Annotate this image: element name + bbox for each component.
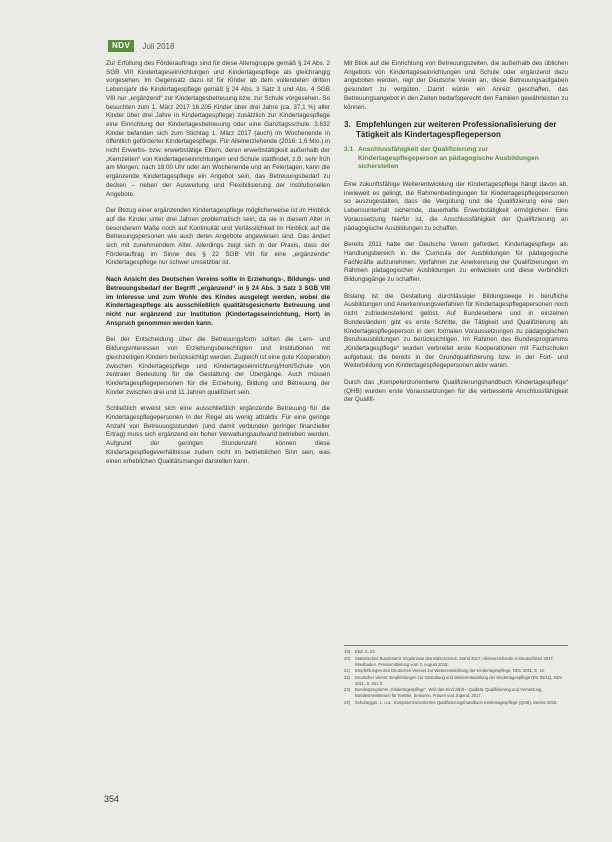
section-title: Empfehlungen zur weiteren Professionalisierung der Tätigkeit als Kindertagespflegeperson xyxy=(356,120,557,140)
paragraph: Bislang ist die Gestaltung durchlässiger Bildungswege in berufliche Ausbildungen und Anerkennungsverfahren für Kindertagespflegepersonen noch nicht zufriedenstellend gelöst. Auf Bundesebene und in einzelnen Bundesländern gibt es erste Schritte, die Tätigkeit und Qualifizierung als Kindertagespflegeperson in den formalen Voraussetzungen zu pädagogischen Berufsausbildungen zu berücksichtigen. Im Rahmen des Bundesprogramms „Kindertagespflege“ wurden verbreitet erste Kooperationen mit Fachschulen aufgebaut, die bereits in der Grundqualifizierung bzw. in der Fort- und Weiterbildung von Kindertagespflegepersonen aktiv waren. xyxy=(344,292,568,370)
footnote-number: 22) xyxy=(344,674,351,680)
section-number: 3. xyxy=(344,120,351,130)
footnote-number: 21) xyxy=(344,668,351,673)
footnote-text: Schuhegger, L. u.a.: Kompetenzorientiertes Qualifizierungshandbuch Kindertagespflege (QHB), Seelze 2015. xyxy=(355,699,558,705)
footnote xyxy=(344,656,568,668)
footnotes xyxy=(344,645,568,706)
subsection-title: Anschlussfähigkeit der Qualifizierung zur Kindertagespflegeperson an pädagogische Ausbildungen sicherstellen xyxy=(358,146,539,171)
subsection-number: 3.1 xyxy=(344,146,354,154)
footnote-text: Deutscher Verein: Empfehlungen zur Gestaltung und Weiterentwicklung der Kindertagespflege (DV 05/11), NDV 2011, S. 341 ff. xyxy=(355,674,563,686)
paragraph: Zur Erfüllung des Förderauftrags sind für diese Altersgruppe gemäß § 24 Abs. 2 SGB VIII Kindertageseinrichtungen und Kindertagespflege als gleichrangig vorgesehen. Im Gegensatz dazu ist für Kinder ab dem vollendeten dritten Lebensjahr die Kindertagespflege gemäß § 24 Abs. 3 Satz 3 und Abs. 4 SGB VIII nur „ergänzend“ zur Kindertagesbetreuung bzw. zur Schule vorgesehen. So besuchten zum 1. März 2017 16.205 Kinder über drei Jahre (ca. 37,1 %) aller Kinder über drei Jahre in Kindertagespflege) zusätzlich zur Kindertagespflege eine Einrichtung der Kindertagesbetreuung oder eine Ganztagsschule. 3.632 Kinder befanden sich zum Stichtag 1. März 2017 (auch) im Wochenende in öffentlich geförderter Kindertagespflege. Für Alleinerziehende (2016: 1,6 Mio.) in nicht Erwerbs- bzw. erwerbstätige Eltern, deren erwerbstätigkeit außerhalb der „Kernzeiten“ von Kindertageseinrichtungen und Schule stattfindet, z.B. sehr früh am Morgen, nach 18:00 Uhr oder am Wochenende und an Feiertagen, kann die ergänzende Kindertagespflege ein Angebot sein, das Betreuungsbedarf zu decken – neben der Ausweitung und Flexibilisierung der institutionellen Angebote. xyxy=(106,60,330,198)
footnote-number: 20) xyxy=(344,655,351,661)
subsection-heading xyxy=(344,146,568,172)
footnote xyxy=(344,687,568,699)
paragraph: Mit Blick auf die Einrichtung von Betreuungszeiten, die außerhalb des üblichen Angebots von Kindertageseinrichtungen und Schule oder ergänzend dazu angeboten werden, regt der Deutsche Verein an, diese Betreuungsaufgaben gesondert zu vergüten. Damit würde ein Anreiz geschaffen, das Betreuungsangebot in den Zeiten bedarfsgerecht den Familien gewährleisten zu können. xyxy=(344,60,568,111)
page-number: 354 xyxy=(104,794,120,804)
left-column xyxy=(106,60,330,474)
footnote-text: Ebd. S. 23. xyxy=(355,649,376,654)
footnote xyxy=(344,700,568,706)
paragraph: Der Bezug einer ergänzenden Kindertagespflege möglicherweise ist im Hinblick auf die Kinder unter drei Jahren problematisch sein, da sie in diesem Alter in besonderem Maße noch auf Kontinuität und Verlässlichkeit im Hinblick auf die Betreuungspersonen wie auch deren Angebote angewiesen sind. Das ändert sich mit zunehmendem Alter. Allerdings zeigt sich in der Praxis, dass der Förderauftrag im Sinne des § 22 SGB VIII für eine „ergänzende“ Kindertagespflege nur schwer umsetzbar ist. xyxy=(106,207,330,267)
footnote-text: Bundesprogramm „Kindertagespflege“, Weil das Kind zählt – Qualität, Qualifizierung und Vernetzung, Bundesministerium für Familie, Senioren, Frauen und Jugend, 2017. xyxy=(355,687,543,698)
paragraph: Bei der Entscheidung über die Betreuungsform sollten die Lern- und Bildungsinteressen von Erziehungsberechtigten und Institutionen mit gleichzeitigen Kindern berücksichtigt werden. Zugleich ist eine gute Kooperation zwischen Kindertagespflege und Kindertageseinrichtung/Hort/Schule von zentraler Bedeutung für die Gestaltung der Übergänge. Auch müssen Kindertagespflegepersonen für die Erziehung, Bildung und Betreuung der Kinder zwischen drei und 11 Jahren qualifiziert sein. xyxy=(106,336,330,396)
footnote xyxy=(344,675,568,687)
paragraph: Bereits 2011 hatte der Deutsche Verein gefordert, Kindertagespflege als Handlungsbereich in die Curricula der Ausbildungen für pädagogische Fachkräfte aufzunehmen. Verfahren zur Anerkennung der Qualifizierungen im Rahmen pädagogischer Ausbildungen zu entwickeln und diese verbindlich Bildungsgänge zu schaffen. xyxy=(344,241,568,284)
journal-badge: NDV xyxy=(108,40,134,52)
paragraph: Durch das „Kompetenzorientierte Qualifizierungshandbuch Kindertagespflege“ (QHB) wurden erste Voraussetzungen für die verbesserte Anschlussfähigkeit der Qualifi- xyxy=(344,379,568,404)
footnote-text: Empfehlungen des Deutschen Vereins zur Weiterentwicklung der Kindertagespflege, NDV 2011, S. 14. xyxy=(355,668,546,673)
issue-date: Juli 2018 xyxy=(142,41,175,51)
page-header xyxy=(108,40,174,52)
footnote-text: Statistisches Bundesamt: Ergebnisse des Mikrozensus, Stand 2017; Alleinerziehende in Deutschland 2017, Wiesbaden, Pressemitteilung vom 2. August 2018. xyxy=(355,655,555,667)
footnote-number: 24) xyxy=(344,699,351,705)
paragraph: Schließlich erweist sich eine ausschließlich ergänzende Betreuung für die Kindertagespflegepersonen in der Regel als wenig attraktiv. Für eine geringe Anzahl von Betreuungsstunden (und damit verbunden geringer finanzieller Ertrag) muss sich ergänzend ein hoher Verwaltungsaufwand betrieben werden. Aufgrund der geringen Stundenzahl können diese Kindertagespflegeverhältnisse zudem nicht im betrieblichen Sinn sein, was einen erheblichen Qualitätsmangel darstellen kann. xyxy=(106,405,330,465)
footnote-number: 23) xyxy=(344,687,351,692)
right-column xyxy=(344,60,568,413)
footnote xyxy=(344,668,568,674)
footnote xyxy=(344,649,568,655)
footnote-number: 19) xyxy=(344,649,351,654)
paragraph: Eine zukunftsfähige Weiterentwicklung der Kindertagespflege hängt davon ab, inwieweit es gelingt, die Rahmenbedingungen für Kindertagespflegepersonen so auszugestalten, dass die Vergütung und die Qualifizierung eine den Lebensunterhalt sichernde, dauerhafte Erwerbstätigkeit ermöglichen. Eine Voraussetzung hierfür ist, die Anschlussfähigkeit der Qualifizierung an pädagogische Ausbildungen zu schaffen. xyxy=(344,181,568,232)
section-heading xyxy=(344,120,568,140)
highlighted-paragraph: Nach Ansicht des Deutschen Vereins sollte in Erziehungs-, Bildungs- und Betreuungsbedarf der Begriff „ergänzend“ in § 24 Abs. 3 Satz 3 SGB VIII im Interesse und zum Wohle des Kindes ausgelegt werden, wobei die Kindertagespflege als ausschließlich qualitätsgesicherte Betreuung und nicht nur ergänzend zur Institution (Kindertageseinrichtung, Hort) in Anspruch genommen werden kann. xyxy=(106,276,330,327)
